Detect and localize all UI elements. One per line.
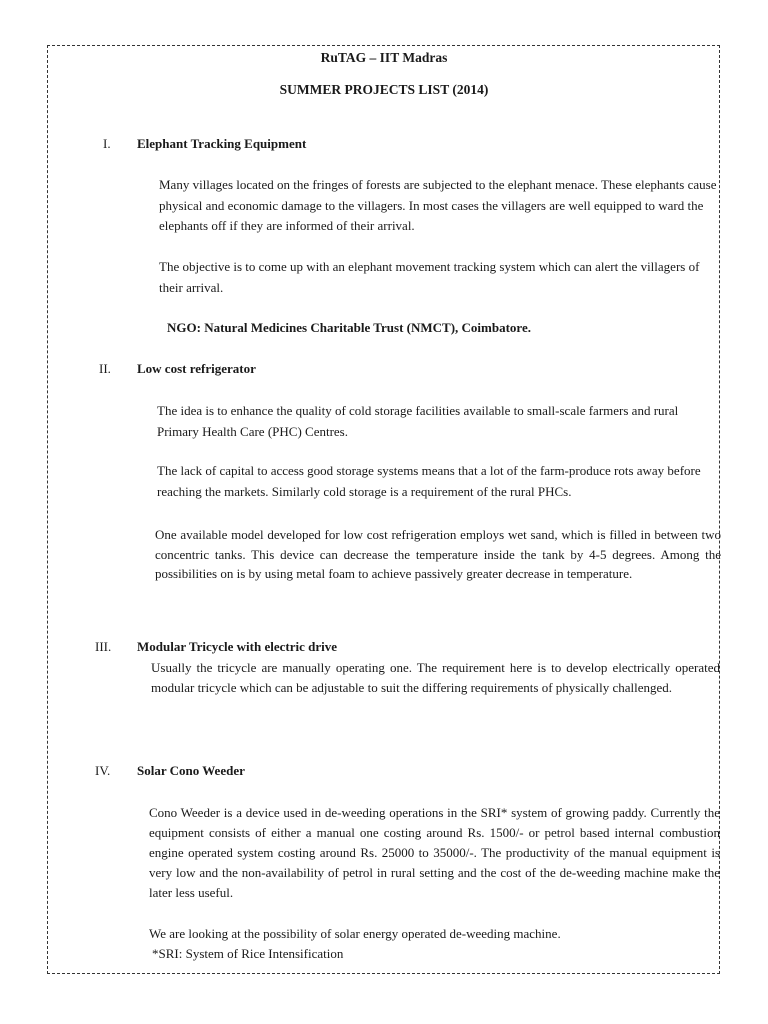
section-2-heading: Low cost refrigerator [137,361,256,376]
section-4-paragraph-2: We are looking at the possibility of solar energy operated de-weeding machine. [149,926,561,941]
section-1-paragraph-2: The objective is to come up with an elephant movement tracking system which can alert the villagers of their arrival. [159,259,700,295]
section-4-heading: Solar Cono Weeder [137,763,245,778]
section-1-number: I. [103,136,111,151]
list-title: SUMMER PROJECTS LIST (2014) [279,82,489,97]
organization-title: RuTAG – IIT Madras [320,50,448,65]
section-3-number: III. [95,639,112,654]
section-4-paragraph-1: Cono Weeder is a device used in de-weeding operations in the SRI* system of growing paddy. Currently the equipment consists of either a manual one costing around Rs. 1500/- or petrol based internal combustion engine operated system costing around Rs. 25000 to 35000/-. The productivity of the manual equipment is very low and the non-availability of petrol in rural setting and the cost of the de-weeding machine make the later less useful. [149,805,720,900]
section-1-heading: Elephant Tracking Equipment [137,136,307,151]
section-3-heading: Modular Tricycle with electric drive [137,639,337,654]
section-2-paragraph-3: One available model developed for low cost refrigeration employs wet sand, which is filled in between two concentric tanks. This device can decrease the temperature inside the tank by 4-5 degrees. Among the possibilities on is by using metal foam to achieve passively greater decrease in temperature. [155,527,721,581]
section-3-paragraph-1: Usually the tricycle are manually operating one. The requirement here is to develop electrically operated modular tricycle which can be adjustable to suit the differing requirements of physically challenged. [151,660,720,695]
section-2-paragraph-2: The lack of capital to access good storage systems means that a lot of the farm-produce rots away before reaching the markets. Similarly cold storage is a requirement of the rural PHCs. [157,463,701,499]
section-2-number: II. [99,361,111,376]
section-2-paragraph-1: The idea is to enhance the quality of cold storage facilities available to small-scale farmers and rural Primary Health Care (PHC) Centres. [157,403,679,439]
section-4-number: IV. [95,763,111,778]
section-1-paragraph-1: Many villages located on the fringes of forests are subjected to the elephant menace. These elephants cause physical and economic damage to the villagers. In most cases the villagers are well equipped to ward the elephants off if they are informed of their arrival. [159,177,717,233]
section-1-ngo: NGO: Natural Medicines Charitable Trust (NMCT), Coimbatore. [167,320,531,335]
section-4-footnote: *SRI: System of Rice Intensification [152,946,344,961]
